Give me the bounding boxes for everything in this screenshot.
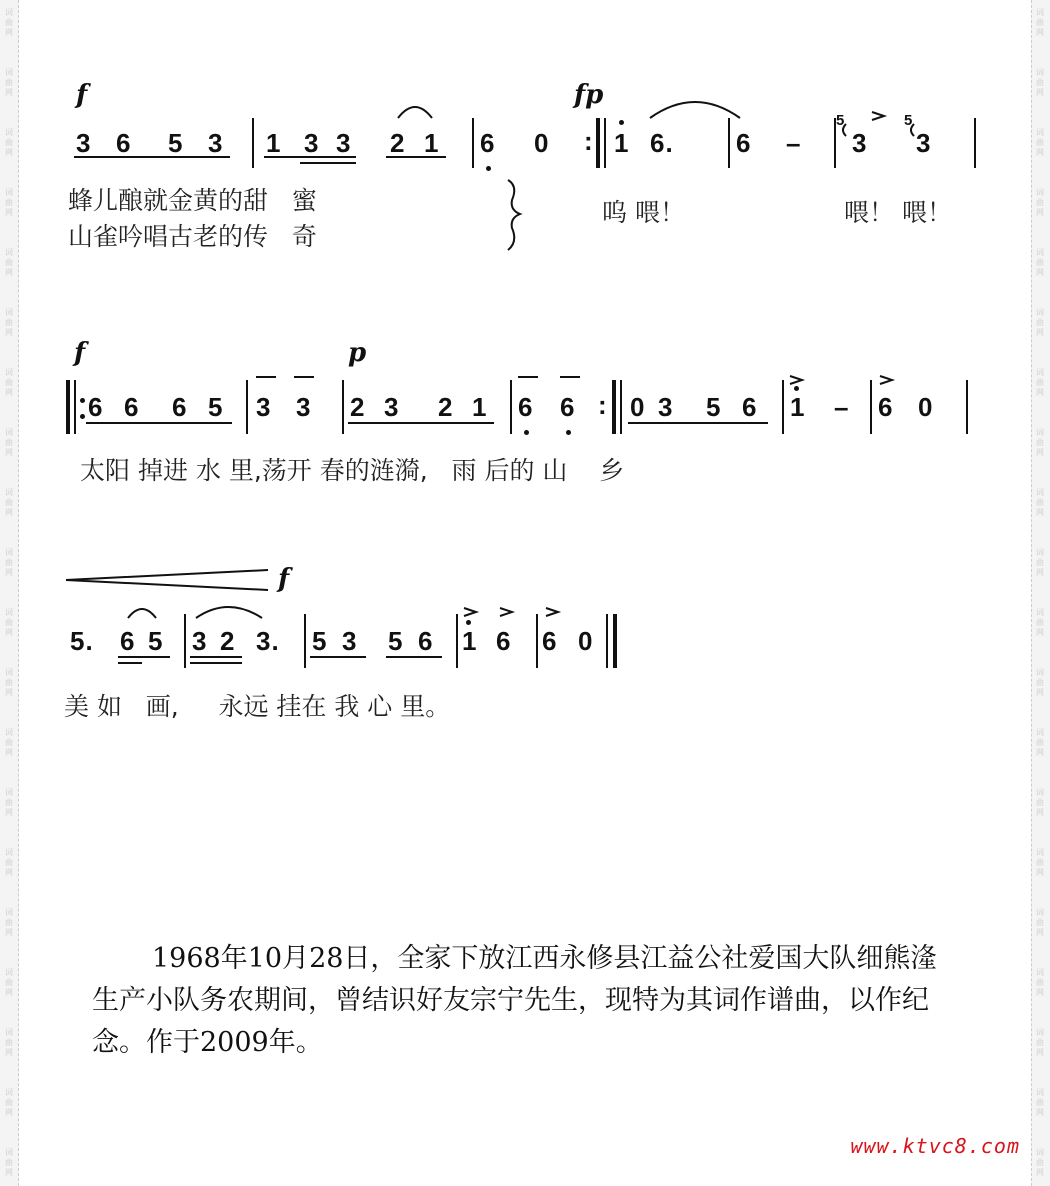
watermark-glyph: 词 曲 网 (1036, 848, 1044, 877)
note: 6 (542, 626, 558, 656)
barline (252, 118, 254, 168)
barline (472, 118, 474, 168)
accent-mark (880, 376, 892, 384)
underline-beam (118, 662, 142, 664)
note: 2 (220, 626, 236, 656)
lyric-call: 喂！ 喂！ (844, 198, 952, 227)
note: 0 (630, 392, 646, 422)
watermark-glyph: 词 曲 网 (1036, 368, 1044, 397)
barline (620, 380, 622, 434)
note: 0 (578, 626, 594, 656)
underline-beam (190, 656, 242, 658)
watermark-glyph: 词 曲 网 (5, 8, 13, 37)
note: 6 (88, 392, 104, 422)
underline-beam (300, 162, 356, 164)
barline (510, 380, 512, 434)
grace-note: 5 (904, 112, 914, 129)
underline-beam (386, 156, 446, 158)
composer-note (92, 938, 952, 1064)
barline (870, 380, 872, 434)
watermark-glyph: 词 曲 网 (5, 548, 13, 577)
slur (128, 609, 156, 618)
watermark-glyph: 词 曲 网 (1036, 1088, 1044, 1117)
high-octave-dot (466, 620, 471, 625)
note: 3 (658, 392, 674, 422)
barline (536, 614, 538, 668)
dynamic-piano: p (348, 338, 367, 368)
note: 1 (790, 392, 806, 422)
watermark-glyph: 词 曲 网 (1036, 1148, 1044, 1177)
note: – (786, 128, 802, 158)
low-octave-dot (486, 166, 491, 171)
composer-note-text: 1968年10月28日，全家下放江西永修县江益公社爱国大队细熊湰生产小队务农期间，曾结识好友宗宁先生，现特为其词作谱曲，以作纪念。作于2009年。 (92, 943, 938, 1058)
repeat-colon: : (598, 390, 608, 420)
accent-mark (464, 608, 476, 616)
low-octave-dot (566, 430, 571, 435)
note: 1 (266, 128, 282, 158)
lyric-verse2: 山雀吟唱古老的传 奇 (68, 222, 317, 251)
note: 1 (462, 626, 478, 656)
watermark-glyph: 词 曲 网 (1036, 728, 1044, 757)
slur (650, 102, 740, 118)
note: 5 (388, 626, 404, 656)
note: 3 (256, 392, 272, 422)
note: 3 (208, 128, 224, 158)
repeat-barline (596, 118, 600, 168)
watermark-glyph: 词 曲 网 (5, 488, 13, 517)
watermark-glyph: 词 曲 网 (5, 728, 13, 757)
note: 1 (472, 392, 488, 422)
repeat-barline (66, 380, 70, 434)
watermark-glyph: 词 曲 网 (1036, 188, 1044, 217)
watermark-glyph: 词 曲 网 (1036, 8, 1044, 37)
dynamic-forte: f (76, 80, 88, 110)
barline (728, 118, 730, 168)
watermark-glyph: 词 曲 网 (5, 1028, 13, 1057)
note: 6 (480, 128, 496, 158)
note: 6 (124, 392, 140, 422)
tenuto-mark (518, 376, 538, 378)
lyric-call: 呜 喂！ (602, 198, 685, 227)
watermark-glyph: 词 曲 网 (5, 368, 13, 397)
note: 3 (852, 128, 868, 158)
watermark-glyph: 词 曲 网 (1036, 668, 1044, 697)
note: 3 (76, 128, 92, 158)
note: 3 (304, 128, 320, 158)
note: 6 (878, 392, 894, 422)
crescendo-hairpin (66, 570, 268, 590)
watermark-glyph: 词 曲 网 (5, 68, 13, 97)
note: 3 (296, 392, 312, 422)
note: 6 (742, 392, 758, 422)
note: 3 (336, 128, 352, 158)
barline (246, 380, 248, 434)
watermark-glyph: 词 曲 网 (1036, 428, 1044, 457)
watermark-glyph: 词 曲 网 (5, 968, 13, 997)
note: 6 (172, 392, 188, 422)
watermark-glyph: 词 曲 网 (1036, 548, 1044, 577)
barline (456, 614, 458, 668)
note: 5 (168, 128, 184, 158)
high-octave-dot (794, 386, 799, 391)
watermark-glyph: 词 曲 网 (5, 308, 13, 337)
watermark-glyph: 词 曲 网 (1036, 68, 1044, 97)
watermark-glyph: 词 曲 网 (5, 788, 13, 817)
dynamic-forte: f (278, 564, 290, 594)
note: – (834, 392, 850, 422)
note: 3 (342, 626, 358, 656)
underline-beam (386, 656, 442, 658)
barline (966, 380, 968, 434)
note: 3 (384, 392, 400, 422)
note: 6 (496, 626, 512, 656)
dynamic-forte: f (74, 338, 86, 368)
barline (304, 614, 306, 668)
note: 5 (208, 392, 224, 422)
watermark-glyph: 词 曲 网 (5, 908, 13, 937)
note: 5 (706, 392, 722, 422)
watermark-glyph: 词 曲 网 (5, 608, 13, 637)
lyric-line: 太阳 掉进 水 里,荡开 春的涟漪, 雨 后的 山 乡 (80, 456, 625, 485)
grace-note: 5 (836, 112, 846, 129)
watermark-glyph: 词 曲 网 (1036, 248, 1044, 277)
note: 2 (390, 128, 406, 158)
watermark-glyph: 词 曲 网 (5, 248, 13, 277)
note: 6 (418, 626, 434, 656)
note: 5. (70, 626, 94, 656)
note: 3. (256, 626, 280, 656)
watermark-glyph: 词 曲 网 (1036, 788, 1044, 817)
slur (398, 107, 432, 118)
underline-beam (348, 422, 494, 424)
watermark-glyph: 词 曲 网 (5, 668, 13, 697)
note: 6 (736, 128, 752, 158)
high-octave-dot (619, 120, 624, 125)
verse-brace (508, 180, 520, 250)
watermark-glyph: 词 曲 网 (5, 188, 13, 217)
barline (184, 614, 186, 668)
repeat-barline (612, 380, 616, 434)
note: 6 (116, 128, 132, 158)
watermark-glyph: 词 曲 网 (1036, 128, 1044, 157)
note: 6 (120, 626, 136, 656)
watermark-glyph: 词 曲 网 (1036, 968, 1044, 997)
underline-beam (264, 156, 356, 158)
final-barline (606, 614, 608, 668)
watermark-glyph: 词 曲 网 (5, 128, 13, 157)
barline (342, 380, 344, 434)
note: 6 (560, 392, 576, 422)
low-octave-dot (524, 430, 529, 435)
underline-beam (74, 156, 230, 158)
underline-beam (310, 656, 366, 658)
watermark-glyph: 词 曲 网 (1036, 608, 1044, 637)
watermark-glyph: 词 曲 网 (5, 1088, 13, 1117)
repeat-dot (80, 398, 85, 403)
note: 0 (918, 392, 934, 422)
note: 2 (350, 392, 366, 422)
note: 3 (192, 626, 208, 656)
note: 2 (438, 392, 454, 422)
note: 0 (534, 128, 550, 158)
watermark-glyph: 词 曲 网 (1036, 308, 1044, 337)
watermark-glyph: 词 曲 网 (1036, 488, 1044, 517)
slur (196, 607, 262, 618)
accent-mark (500, 608, 512, 616)
final-barline-thick (613, 614, 617, 668)
note: 5 (312, 626, 328, 656)
note: 1 (614, 128, 630, 158)
tenuto-mark (560, 376, 580, 378)
note: 1 (424, 128, 440, 158)
dynamic-fortepiano: fp (574, 80, 604, 110)
accent-mark (872, 112, 884, 120)
lyric-line: 美 如 画, 永远 挂在 我 心 里。 (64, 692, 451, 721)
repeat-colon: : (584, 126, 594, 156)
note: 3 (916, 128, 932, 158)
watermark-glyph: 词 曲 网 (1036, 1028, 1044, 1057)
watermark-glyph: 词 曲 网 (1036, 908, 1044, 937)
barline (974, 118, 976, 168)
repeat-dot (80, 414, 85, 419)
note: 5 (148, 626, 164, 656)
watermark-glyph: 词 曲 网 (5, 1148, 13, 1177)
accent-mark (790, 376, 802, 384)
underline-beam (118, 656, 170, 658)
tenuto-mark (256, 376, 276, 378)
note: 6 (518, 392, 534, 422)
underline-beam (190, 662, 242, 664)
lyric-verse1: 蜂儿酿就金黄的甜 蜜 (68, 186, 317, 215)
site-watermark[interactable]: www.ktvc8.com (850, 1134, 1020, 1158)
note: 6. (650, 128, 674, 158)
barline (74, 380, 76, 434)
underline-beam (628, 422, 768, 424)
barline (782, 380, 784, 434)
underline-beam (86, 422, 232, 424)
accent-mark (546, 608, 558, 616)
tenuto-mark (294, 376, 314, 378)
watermark-glyph: 词 曲 网 (5, 848, 13, 877)
barline (604, 118, 606, 168)
watermark-glyph: 词 曲 网 (5, 428, 13, 457)
